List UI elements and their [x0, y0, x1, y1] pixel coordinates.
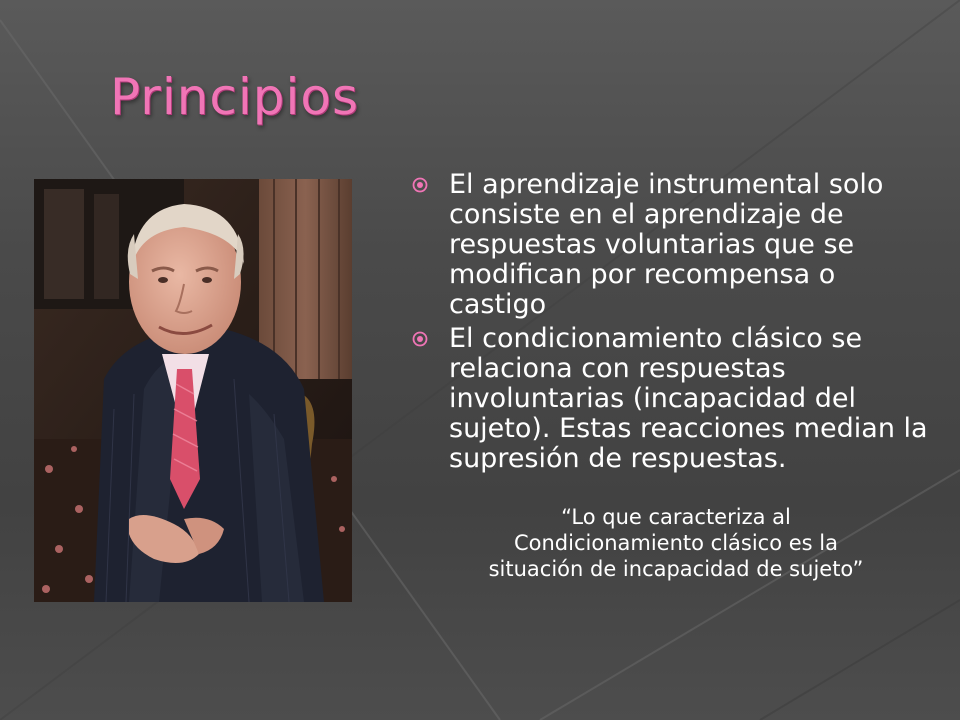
- bullet-text: El condicionamiento clásico se relaciona con respuestas involuntarias (incapacidad del sujeto). Estas reacciones median la supresión de respuestas.: [449, 323, 928, 474]
- quote-line: “Lo que caracteriza al: [561, 505, 791, 529]
- quote-block: [412, 504, 940, 582]
- circled-dot-icon: [412, 177, 428, 193]
- content-area: [412, 170, 940, 582]
- bullet-item: [412, 170, 940, 320]
- slide-title: Principios: [110, 68, 360, 126]
- bullet-text: El aprendizaje instrumental solo consiste en el aprendizaje de respuestas voluntarias que se modifican por recompensa o castigo: [449, 169, 884, 320]
- quote-line: situación de incapacidad de sujeto”: [488, 557, 864, 581]
- portrait-photo: [34, 179, 352, 602]
- quote-line: Condicionamiento clásico es la: [513, 531, 838, 555]
- circled-dot-icon: [412, 331, 428, 347]
- bullet-item: [412, 324, 940, 474]
